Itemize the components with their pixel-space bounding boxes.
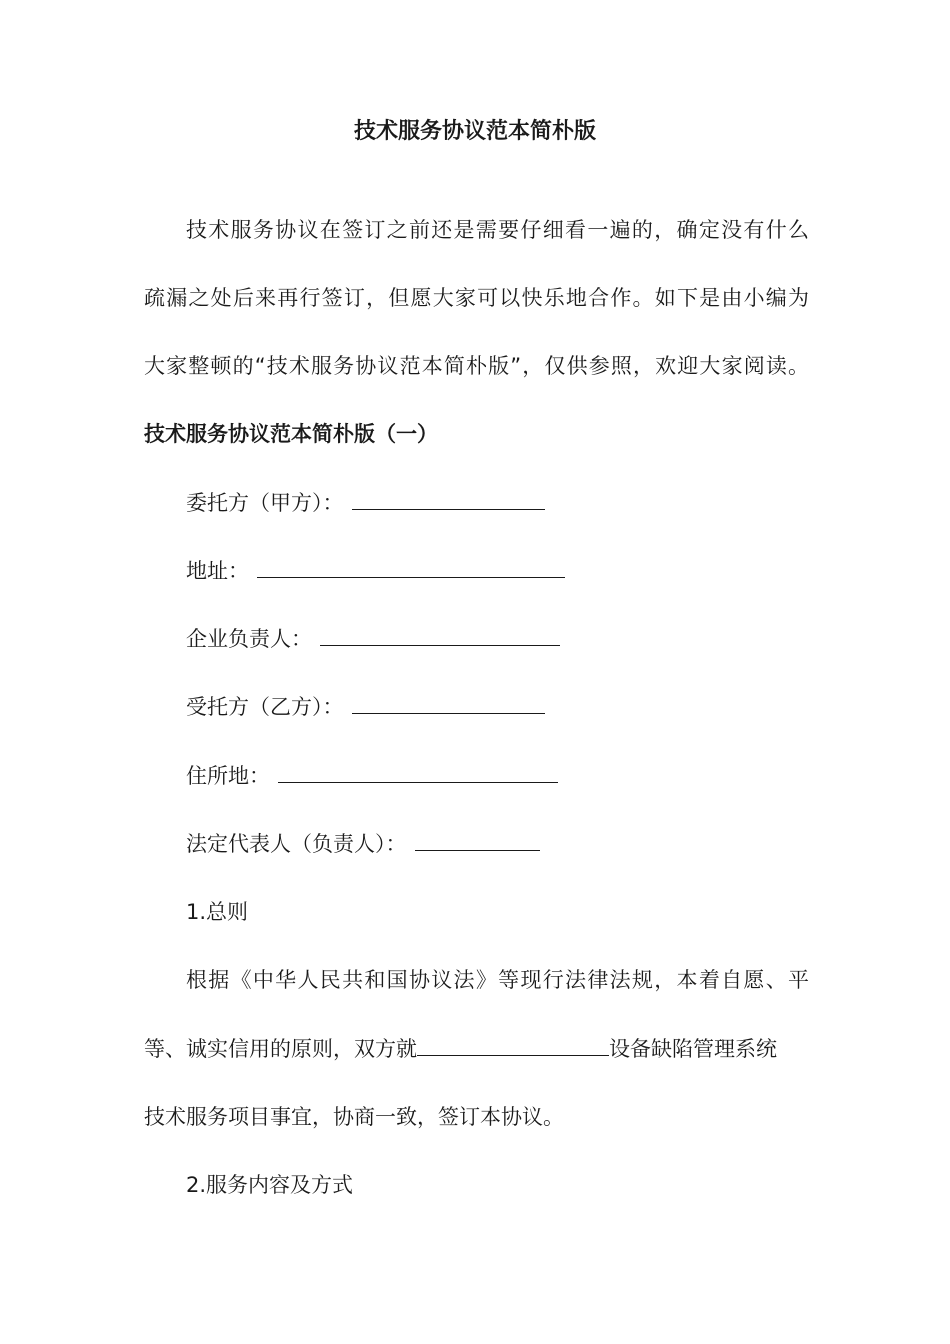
field-residence [186, 761, 809, 791]
field-legal-rep-label: 法定代表人（负责人）： [186, 832, 407, 856]
intro-line-2: 疏漏之处后来再行签订，但愿大家可以快乐地合作。如下是由小编为 [144, 286, 809, 310]
field-enterprise-head [186, 624, 809, 654]
field-enterprise-head-label: 企业负责人： [186, 627, 312, 651]
field-client [186, 488, 809, 518]
clause-2-heading: 2.服务内容及方式 [186, 1173, 354, 1197]
project-name-blank [417, 1035, 609, 1056]
clause-1-line-2 [144, 1034, 809, 1064]
intro-line-3: 大家整顿的“技术服务协议范本简朴版”，仅供参照，欢迎大家阅读。 [144, 354, 809, 378]
field-address-blank [257, 557, 565, 578]
field-residence-label: 住所地： [186, 764, 270, 788]
field-legal-rep-blank [415, 830, 540, 851]
field-legal-rep [186, 829, 809, 859]
field-contractor [186, 692, 809, 722]
section-heading: 技术服务协议范本简朴版（一） [144, 422, 438, 446]
clause-1-line-3: 技术服务项目事宜，协商一致，签订本协议。 [144, 1105, 564, 1129]
intro-line-1: 技术服务协议在签订之前还是需要仔细看一遍的，确定没有什么 [186, 218, 809, 242]
field-client-label: 委托方（甲方）： [186, 491, 344, 515]
clause-1-line-2-before: 等、诚实信用的原则，双方就 [144, 1037, 417, 1061]
field-residence-blank [278, 762, 558, 783]
field-address [186, 556, 809, 586]
document-title: 技术服务协议范本简朴版 [353, 119, 596, 144]
field-contractor-label: 受托方（乙方）： [186, 695, 344, 719]
field-contractor-blank [352, 693, 545, 714]
field-address-label: 地址： [186, 559, 249, 583]
field-enterprise-head-blank [320, 625, 560, 646]
field-client-blank [352, 489, 545, 510]
clause-1-line-2-after: 设备缺陷管理系统 [609, 1037, 777, 1061]
clause-1-heading: 1.总则 [186, 900, 249, 924]
clause-1-line-1: 根据《中华人民共和国协议法》等现行法律法规，本着自愿、平 [186, 968, 809, 992]
